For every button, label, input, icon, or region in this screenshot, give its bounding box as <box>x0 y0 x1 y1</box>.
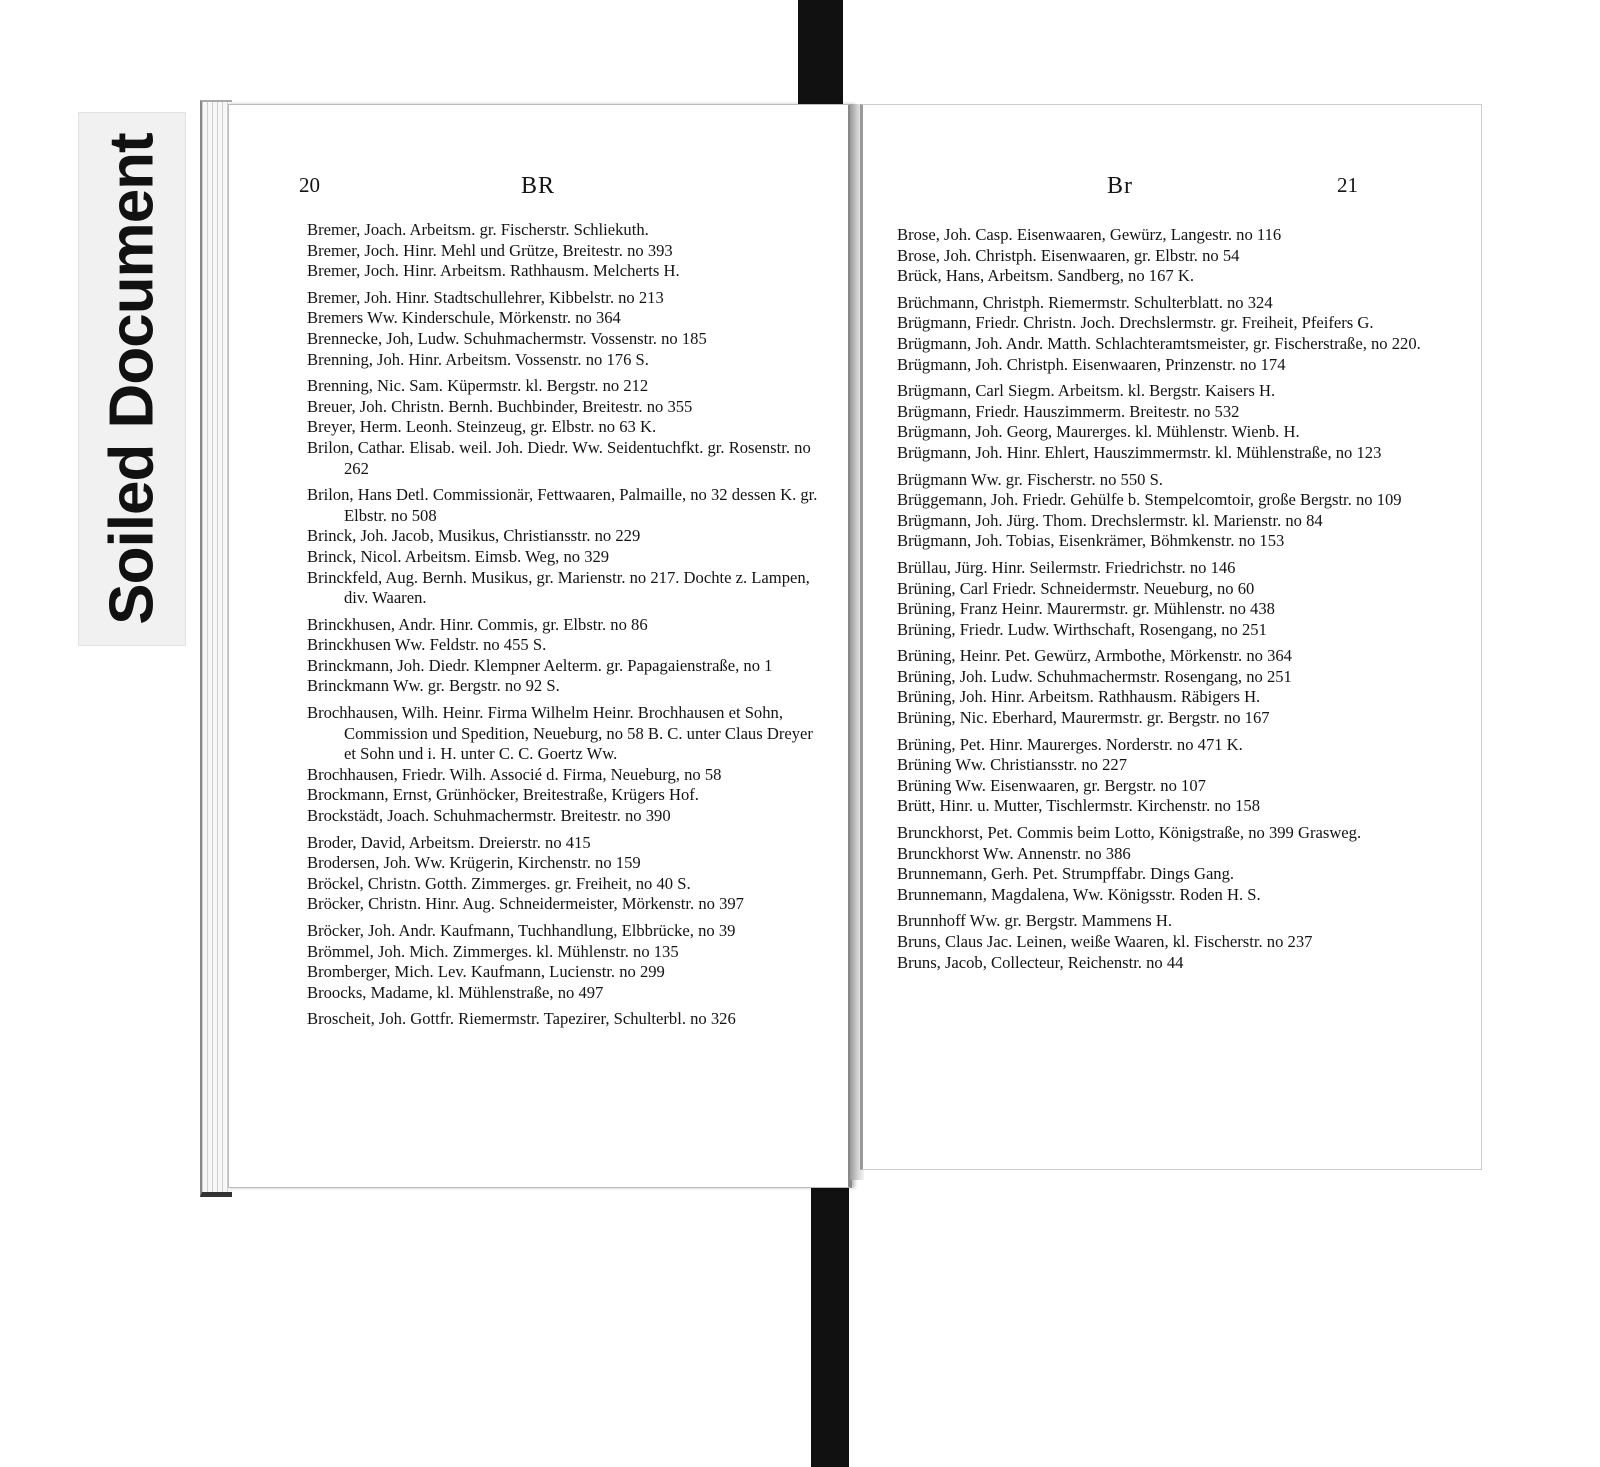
directory-entry: Bremers Ww. Kinderschule, Mörkenstr. no 364 <box>307 308 621 328</box>
left-entry-list <box>229 220 848 1030</box>
directory-entry: Brunnemann, Gerh. Pet. Strumpffabr. Dings Gang. <box>897 864 1235 884</box>
directory-entry: Bruns, Jacob, Collecteur, Reichenstr. no 44 <box>897 952 1184 972</box>
directory-entry: Bremer, Joach. Arbeitsm. gr. Fischerstr. Schliekuth. <box>307 220 649 239</box>
left-running-head: BR <box>521 173 556 199</box>
right-page-header <box>863 173 1481 203</box>
directory-entry: Bremer, Joh. Hinr. Stadtschullehrer, Kibbelstr. no 213 <box>307 287 664 307</box>
directory-entry: Brilon, Hans Detl. Commissionär, Fettwaaren, Palmaille, no 32 dessen K. gr. Elbstr. no 508 <box>307 485 818 525</box>
soiled-document-label <box>78 112 186 646</box>
directory-entry: Brockmann, Ernst, Grünhöcker, Breitestraße, Krügers Hof. <box>307 785 699 805</box>
directory-entry: Brüning, Pet. Hinr. Maurerges. Norderstr. no 471 K. <box>897 734 1243 754</box>
directory-entry: Brinckmann Ww. gr. Bergstr. no 92 S. <box>307 676 560 696</box>
directory-entry: Brüllau, Jürg. Hinr. Seilermstr. Friedrichstr. no 146 <box>897 557 1236 577</box>
directory-entry: Brilon, Cathar. Elisab. weil. Joh. Diedr. Ww. Seidentuchfkt. gr. Rosenstr. no 262 <box>307 437 811 478</box>
left-page-number: 20 <box>299 173 320 197</box>
directory-entry: Brunnemann, Magdalena, Ww. Königsstr. Roden H. S. <box>897 884 1261 904</box>
left-page-header <box>229 173 848 203</box>
directory-entry: Brochhausen, Wilh. Heinr. Firma Wilhelm Heinr. Brochhausen et Sohn, Commission und Spedition, Neueburg, no 58 B. C. unter Claus Dreyer et Sohn und i. H. unter C. C. Goertz Ww. <box>307 703 813 764</box>
directory-entry: Brügmann, Joh. Hinr. Ehlert, Hauszimmermstr. kl. Mühlenstraße, no 123 <box>897 442 1382 462</box>
right-running-head: Br <box>1107 173 1133 199</box>
directory-entry: Brinckfeld, Aug. Bernh. Musikus, gr. Marienstr. no 217. Dochte z. Lampen, div. Waaren. <box>307 567 810 608</box>
directory-entry: Brenning, Joh. Hinr. Arbeitsm. Vossenstr. no 176 S. <box>307 349 649 369</box>
directory-entry: Brinck, Joh. Jacob, Musikus, Christiansstr. no 229 <box>307 526 641 546</box>
directory-entry: Brüning, Nic. Eberhard, Maurermstr. gr. Bergstr. no 167 <box>897 708 1270 728</box>
directory-entry: Brüning, Friedr. Ludw. Wirthschaft, Rosengang, no 251 <box>897 619 1267 639</box>
directory-entry: Brüning, Carl Friedr. Schneidermstr. Neueburg, no 60 <box>897 578 1255 598</box>
directory-entry: Brinckhusen, Andr. Hinr. Commis, gr. Elbstr. no 86 <box>307 614 648 634</box>
directory-entry: Brenning, Nic. Sam. Küpermstr. kl. Bergstr. no 212 <box>307 376 649 396</box>
directory-entry: Brüning, Franz Heinr. Maurermstr. gr. Mühlenstr. no 438 <box>897 599 1275 619</box>
directory-entry: Brügmann, Joh. Andr. Matth. Schlachteramtsmeister, gr. Fischerstraße, no 220. <box>897 333 1421 353</box>
directory-entry: Brunckhorst Ww. Annenstr. no 386 <box>897 843 1131 863</box>
directory-entry: Brunnhoff Ww. gr. Bergstr. Mammens H. <box>897 911 1173 931</box>
directory-entry: Brüning Ww. Christiansstr. no 227 <box>897 755 1128 775</box>
directory-entry: Bremer, Joch. Hinr. Arbeitsm. Rathhausm. Melcherts H. <box>307 261 680 281</box>
directory-entry: Brügmann, Joh. Christph. Eisenwaaren, Prinzenstr. no 174 <box>897 354 1286 374</box>
directory-entry: Brömmel, Joh. Mich. Zimmerges. kl. Mühlenstr. no 135 <box>307 941 679 961</box>
directory-entry: Broocks, Madame, kl. Mühlenstraße, no 497 <box>307 982 604 1002</box>
directory-entry: Brügmann, Carl Siegm. Arbeitsm. kl. Bergstr. Kaisers H. <box>897 381 1276 401</box>
directory-entry: Brüning, Heinr. Pet. Gewürz, Armbothe, Mörkenstr. no 364 <box>897 646 1292 666</box>
directory-entry: Brück, Hans, Arbeitsm. Sandberg, no 167 K. <box>897 266 1194 286</box>
soiled-document-label-text: Soiled Document <box>97 133 167 625</box>
left-page <box>228 104 852 1188</box>
directory-entry: Brinckhusen Ww. Feldstr. no 455 S. <box>307 635 547 655</box>
directory-entry: Bröcker, Christn. Hinr. Aug. Schneidermeister, Mörkenstr. no 397 <box>307 894 744 914</box>
directory-entry: Brose, Joh. Christph. Eisenwaaren, gr. Elbstr. no 54 <box>897 245 1240 265</box>
binding-spine-top <box>798 0 843 108</box>
directory-entry: Brinck, Nicol. Arbeitsm. Eimsb. Weg, no 329 <box>307 546 610 566</box>
directory-entry: Brügmann, Friedr. Christn. Joch. Drechslermstr. gr. Freiheit, Pfeifers G. <box>897 313 1374 333</box>
directory-entry: Brügmann, Joh. Georg, Maurerges. kl. Mühlenstr. Wienb. H. <box>897 422 1300 442</box>
directory-entry: Brockstädt, Joach. Schuhmachermstr. Breitestr. no 390 <box>307 806 671 826</box>
directory-entry: Bruns, Claus Jac. Leinen, weiße Waaren, kl. Fischerstr. no 237 <box>897 932 1313 951</box>
right-page-number: 21 <box>1337 173 1358 197</box>
directory-entry: Brüchmann, Christph. Riemermstr. Schulterblatt. no 324 <box>897 292 1273 312</box>
directory-entry: Bröcker, Joh. Andr. Kaufmann, Tuchhandlung, Elbbrücke, no 39 <box>307 921 736 940</box>
directory-entry: Brüning Ww. Eisenwaaren, gr. Bergstr. no 107 <box>897 775 1206 795</box>
directory-entry: Brügmann, Friedr. Hauszimmerm. Breitestr. no 532 <box>897 401 1240 421</box>
directory-entry: Brügmann, Joh. Jürg. Thom. Drechslermstr. kl. Marienstr. no 84 <box>897 510 1323 530</box>
directory-entry: Bremer, Joch. Hinr. Mehl und Grütze, Breitestr. no 393 <box>307 240 673 260</box>
directory-entry: Brunckhorst, Pet. Commis beim Lotto, Königstraße, no 399 Grasweg. <box>897 823 1362 843</box>
directory-entry: Brennecke, Joh, Ludw. Schuhmachermstr. Vossenstr. no 185 <box>307 328 707 348</box>
directory-entry: Brose, Joh. Casp. Eisenwaaren, Gewürz, Langestr. no 116 <box>897 225 1282 244</box>
directory-entry: Breyer, Herm. Leonh. Steinzeug, gr. Elbstr. no 63 K. <box>307 417 657 437</box>
right-page <box>860 104 1482 1170</box>
directory-entry: Brochhausen, Friedr. Wilh. Associé d. Firma, Neueburg, no 58 <box>307 764 722 784</box>
right-entry-list <box>863 225 1481 973</box>
directory-entry: Brütt, Hinr. u. Mutter, Tischlermstr. Kirchenstr. no 158 <box>897 796 1261 816</box>
directory-entry: Brinckmann, Joh. Diedr. Klempner Aelterm. gr. Papagaienstraße, no 1 <box>307 655 773 675</box>
directory-entry: Bröckel, Christn. Gotth. Zimmerges. gr. Freiheit, no 40 S. <box>307 873 691 893</box>
directory-entry: Brügmann Ww. gr. Fischerstr. no 550 S. <box>897 469 1163 489</box>
directory-entry: Brüning, Joh. Hinr. Arbeitsm. Rathhausm. Räbigers H. <box>897 687 1261 707</box>
directory-entry: Brüggemann, Joh. Friedr. Gehülfe b. Stempelcomtoir, große Bergstr. no 109 <box>897 490 1402 510</box>
directory-entry: Broder, David, Arbeitsm. Dreierstr. no 415 <box>307 832 591 852</box>
directory-entry: Broscheit, Joh. Gottfr. Riemermstr. Tapezirer, Schulterbl. no 326 <box>307 1009 736 1029</box>
binding-spine-bottom <box>811 1175 849 1467</box>
directory-entry: Breuer, Joh. Christn. Bernh. Buchbinder, Breitestr. no 355 <box>307 396 693 416</box>
directory-entry: Bromberger, Mich. Lev. Kaufmann, Lucienstr. no 299 <box>307 962 665 982</box>
directory-entry: Brodersen, Joh. Ww. Krügerin, Kirchenstr. no 159 <box>307 853 641 873</box>
directory-entry: Brüning, Joh. Ludw. Schuhmachermstr. Rosengang, no 251 <box>897 666 1292 686</box>
directory-entry: Brügmann, Joh. Tobias, Eisenkrämer, Böhmkenstr. no 153 <box>897 531 1285 551</box>
